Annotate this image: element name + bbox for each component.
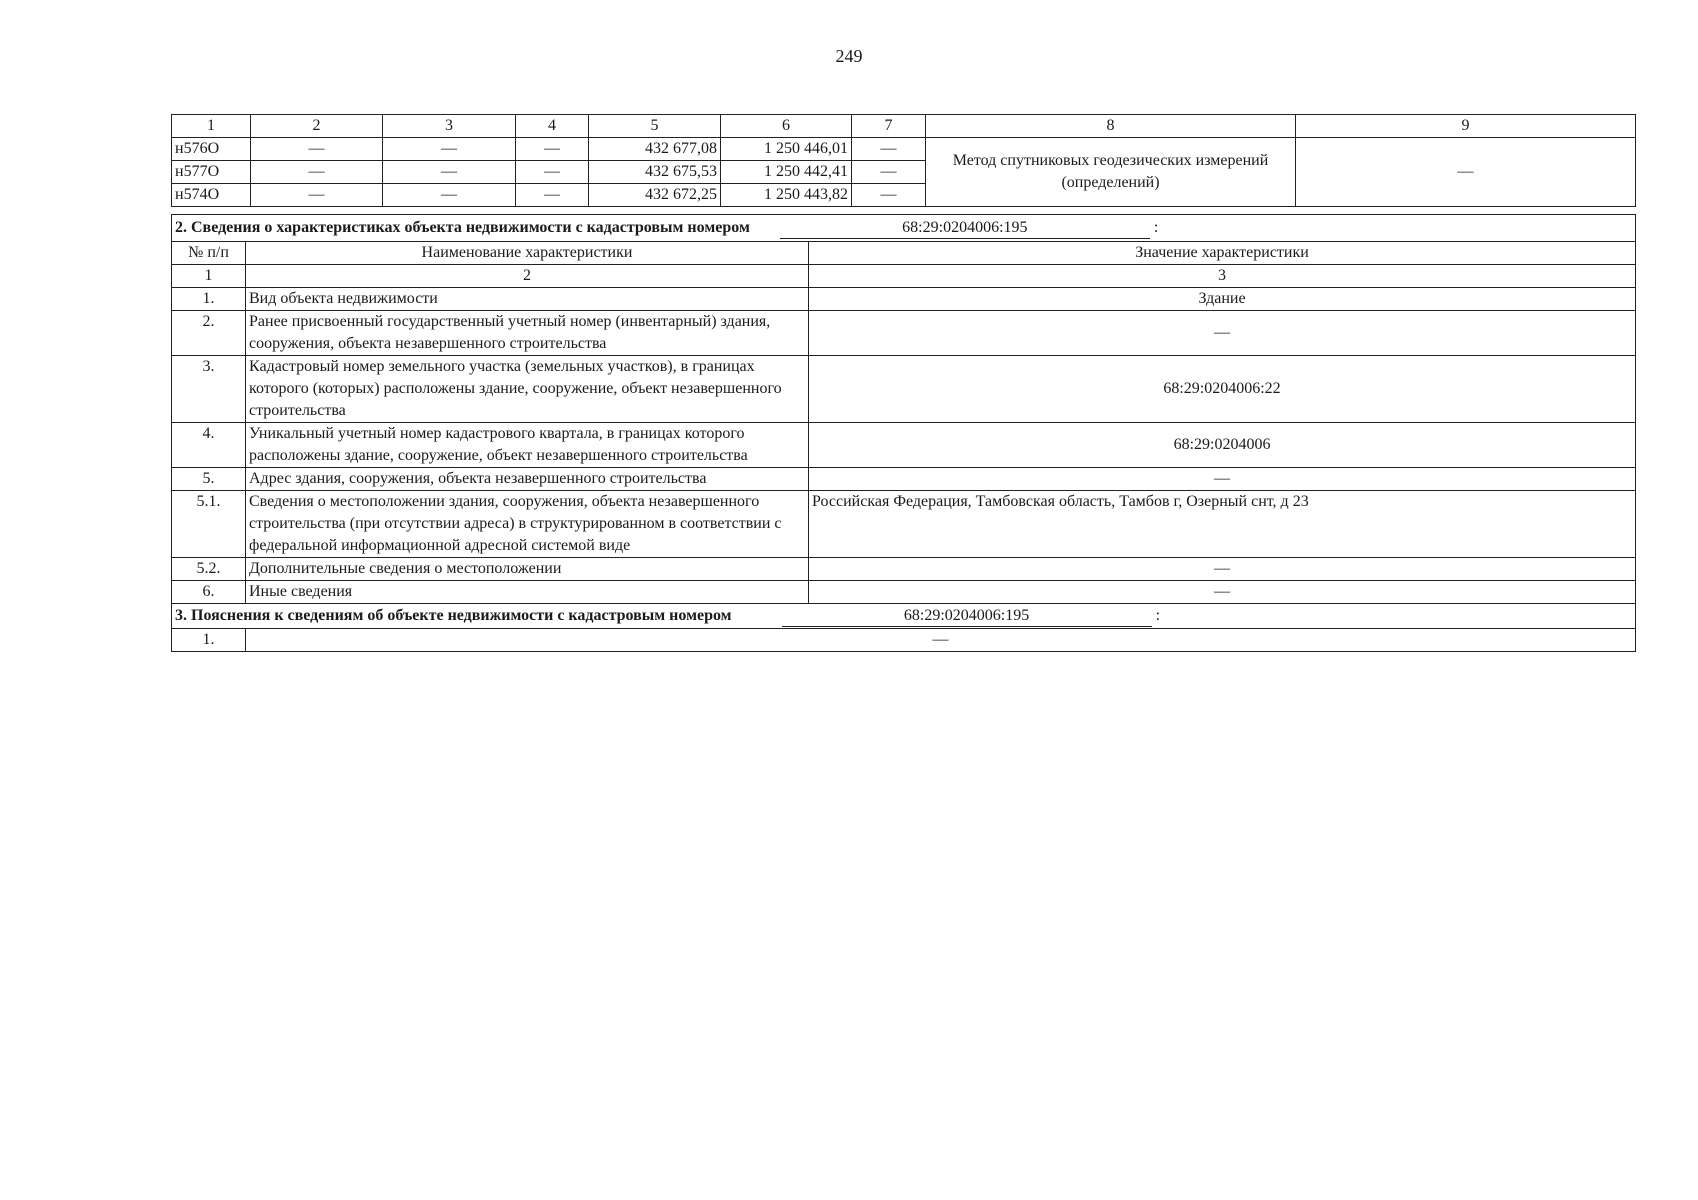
method-cell: Метод спутниковых геодезических измерений (определений) bbox=[926, 138, 1296, 207]
chars-index-row bbox=[172, 265, 1636, 288]
section3-cadastral-number: 68:29:0204006:195 bbox=[782, 606, 1152, 627]
table-row bbox=[172, 629, 1636, 652]
section2-title-cell bbox=[172, 215, 1636, 242]
row-number: 2. bbox=[172, 311, 246, 356]
header-cell: 6 bbox=[721, 115, 852, 138]
characteristic-name: Адрес здания, сооружения, объекта незавершенного строительства bbox=[246, 468, 809, 491]
row-number: 1. bbox=[172, 629, 246, 652]
section3-colon: : bbox=[1155, 607, 1161, 624]
table-row bbox=[172, 423, 1636, 468]
table-cell: — bbox=[251, 161, 383, 184]
characteristic-value: — bbox=[809, 468, 1636, 491]
header-name: Наименование характеристики bbox=[246, 242, 809, 265]
header-cell: 3 bbox=[383, 115, 516, 138]
y-coordinate: 1 250 443,82 bbox=[721, 184, 852, 207]
section2-cadastral-number: 68:29:0204006:195 bbox=[780, 218, 1150, 239]
chars-header-row bbox=[172, 242, 1636, 265]
header-cell: 1 bbox=[172, 115, 251, 138]
point-name: н576О bbox=[172, 138, 251, 161]
characteristic-name: Дополнительные сведения о местоположении bbox=[246, 558, 809, 581]
row-number: 5.2. bbox=[172, 558, 246, 581]
table-row bbox=[172, 468, 1636, 491]
table-cell: — bbox=[852, 184, 926, 207]
index-cell: 2 bbox=[246, 265, 809, 288]
section2-title-row bbox=[172, 215, 1636, 242]
characteristics-table bbox=[171, 214, 1636, 652]
table-cell: — bbox=[383, 161, 516, 184]
table-row bbox=[172, 138, 1636, 161]
section2-colon: : bbox=[1153, 219, 1159, 236]
section3-title-row bbox=[172, 604, 1636, 629]
characteristic-name: Ранее присвоенный государственный учетный номер (инвентарный) здания, сооружения, объекта незавершенного строительства bbox=[246, 311, 809, 356]
table-cell: — bbox=[1296, 138, 1636, 207]
characteristic-value: — bbox=[809, 558, 1636, 581]
table-cell: — bbox=[251, 184, 383, 207]
section3-title: 3. Пояснения к сведениям об объекте недвижимости с кадастровым номером bbox=[175, 607, 732, 624]
y-coordinate: 1 250 442,41 bbox=[721, 161, 852, 184]
table-row bbox=[172, 558, 1636, 581]
row-number: 6. bbox=[172, 581, 246, 604]
index-cell: 1 bbox=[172, 265, 246, 288]
table-cell: — bbox=[852, 138, 926, 161]
x-coordinate: 432 672,25 bbox=[589, 184, 721, 207]
row-number: 5. bbox=[172, 468, 246, 491]
y-coordinate: 1 250 446,01 bbox=[721, 138, 852, 161]
characteristic-name: Уникальный учетный номер кадастрового квартала, в границах которого расположены здание, сооружение, объект незавершенного строительства bbox=[246, 423, 809, 468]
header-num: № п/п bbox=[172, 242, 246, 265]
index-cell: 3 bbox=[809, 265, 1636, 288]
header-cell: 9 bbox=[1296, 115, 1636, 138]
table-row bbox=[172, 311, 1636, 356]
point-name: н577О bbox=[172, 161, 251, 184]
table-cell: — bbox=[516, 161, 589, 184]
table-cell: — bbox=[251, 138, 383, 161]
characteristic-value: 68:29:0204006:22 bbox=[809, 356, 1636, 423]
header-cell: 7 bbox=[852, 115, 926, 138]
table-row bbox=[172, 288, 1636, 311]
row-number: 5.1. bbox=[172, 491, 246, 558]
table-cell: — bbox=[383, 184, 516, 207]
header-value: Значение характеристики bbox=[809, 242, 1636, 265]
table-cell: — bbox=[852, 161, 926, 184]
header-cell: 2 bbox=[251, 115, 383, 138]
point-name: н574О bbox=[172, 184, 251, 207]
characteristic-value: — bbox=[809, 311, 1636, 356]
characteristic-name: Сведения о местоположении здания, сооружения, объекта незавершенного строительства (при отсутствии адреса) в структурированном в соответствии с федеральной информационной адресной системой виде bbox=[246, 491, 809, 558]
table-row bbox=[172, 356, 1636, 423]
x-coordinate: 432 677,08 bbox=[589, 138, 721, 161]
page-number: 249 bbox=[835, 46, 863, 66]
row-number: 1. bbox=[172, 288, 246, 311]
characteristic-value: — bbox=[809, 581, 1636, 604]
section2-title: 2. Сведения о характеристиках объекта недвижимости с кадастровым номером bbox=[175, 219, 750, 236]
header-cell: 5 bbox=[589, 115, 721, 138]
explanation-value: — bbox=[246, 629, 1636, 652]
row-number: 4. bbox=[172, 423, 246, 468]
characteristic-name: Иные сведения bbox=[246, 581, 809, 604]
x-coordinate: 432 675,53 bbox=[589, 161, 721, 184]
row-number: 3. bbox=[172, 356, 246, 423]
header-cell: 4 bbox=[516, 115, 589, 138]
table-cell: — bbox=[383, 138, 516, 161]
characteristic-name: Кадастровый номер земельного участка (земельных участков), в границах которого (которых) расположены здание, сооружение, объект незавершенного строительства bbox=[246, 356, 809, 423]
characteristic-value: 68:29:0204006 bbox=[809, 423, 1636, 468]
table-row bbox=[172, 581, 1636, 604]
coordinates-table bbox=[171, 114, 1636, 207]
section3-title-cell bbox=[172, 604, 1636, 629]
characteristic-value: Здание bbox=[809, 288, 1636, 311]
coords-header-row bbox=[172, 115, 1636, 138]
header-cell: 8 bbox=[926, 115, 1296, 138]
table-row bbox=[172, 491, 1636, 558]
characteristic-value: Российская Федерация, Тамбовская область, Тамбов г, Озерный снт, д 23 bbox=[809, 491, 1636, 558]
table-cell: — bbox=[516, 184, 589, 207]
table-cell: — bbox=[516, 138, 589, 161]
characteristic-name: Вид объекта недвижимости bbox=[246, 288, 809, 311]
